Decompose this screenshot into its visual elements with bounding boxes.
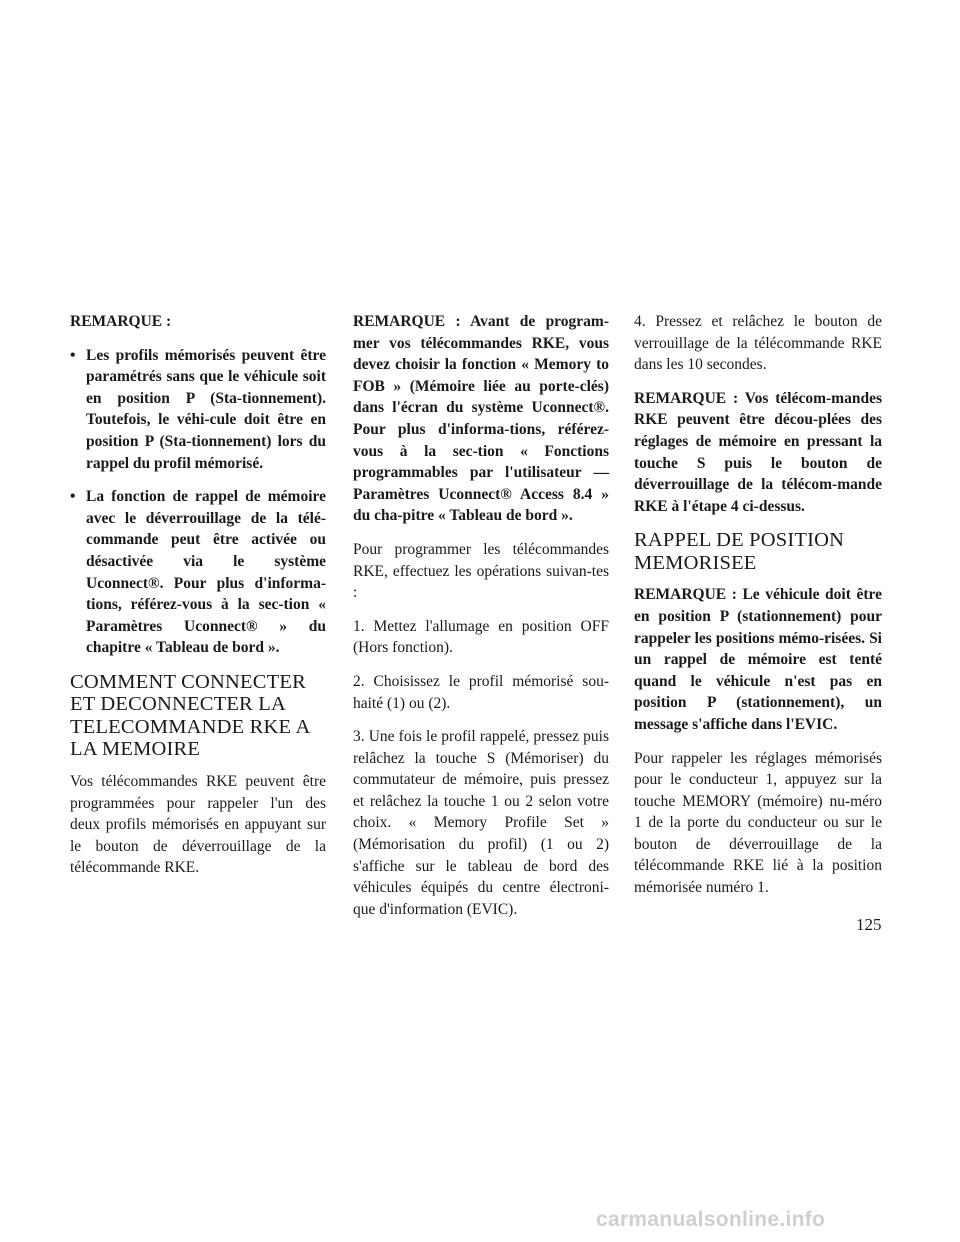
column-middle	[353, 311, 609, 932]
body-paragraph: Vos télécommandes RKE peuvent être programmées pour rappeler l'un des deux profils mémorisés en appuyant sur le bouton de déverrouillage de la télécommande RKE.	[70, 772, 326, 877]
remark-paragraph: REMARQUE : Le véhicule doit être en position P (stationnement) pour rappeler les positions mémo-risées. Si un rappel de mémoire est tenté quand le véhicule n'est pas en position P (stationnement), un message s'affiche dans l'EVIC.	[634, 586, 882, 733]
bullet-text: La fonction de rappel de mémoire avec le déverrouillage de la télé-commande peut être activée ou désactivée via le système Uconnect®. Pour plus d'informa-tions, référez-vous à la sec-tion « Paramètres Uconnect® » du chapitre « Tableau de bord ».	[86, 488, 326, 657]
column-left	[70, 311, 326, 891]
intro-paragraph: Pour programmer les télécommandes RKE, effectuez les opérations suivan-tes :	[353, 540, 609, 602]
remark-label: REMARQUE :	[70, 313, 172, 330]
section-heading-connect: COMMENT CONNECTER ET DECONNECTER LA TELECOMMANDE RKE A LA MEMOIRE	[70, 670, 310, 761]
section-heading-recall: RAPPEL DE POSITION MEMORISEE	[634, 529, 845, 574]
column-right	[634, 311, 882, 911]
step-item: 3. Une fois le profil rappelé, pressez puis relâchez la touche S (Mémoriser) du commutateur de mémoire, puis pressez et relâchez la touche 1 ou 2 selon votre choix. « Memory Profile Set » (Mémorisation du profil) (1 ou 2) s'affiche sur le tableau de bord des véhicules équipés du centre électroni-que d'information (EVIC).	[353, 728, 609, 918]
body-paragraph: Pour rappeler les réglages mémorisés pour le conducteur 1, appuyez sur la touche MEMORY (mémoire) nu-méro 1 de la porte du conducteur ou sur le bouton de déverrouillage de la télécommande RKE lié à la position mémorisée numéro 1.	[634, 749, 882, 897]
footer-watermark[interactable]: carmanualsonline.info	[596, 1208, 826, 1231]
step-item: 4. Pressez et relâchez le bouton de verrouillage de la télécommande RKE dans les 10 secondes.	[634, 313, 882, 374]
bullet-dot-icon: •	[70, 488, 76, 506]
bullet-text: Les profils mémorisés peuvent être paramétrés sans que le véhicule soit en position P (Sta-tionnement). Toutefois, le véhi-cule doit être en position P (Sta-tionnement) lors du rappel du profil mémorisé.	[86, 346, 326, 472]
bullet-item	[70, 486, 326, 659]
step-item: 1. Mettez l'allumage en position OFF (Hors fonction).	[353, 617, 609, 657]
remark-paragraph: REMARQUE : Avant de program-mer vos télécommandes RKE, vous devez choisir la fonction « Memory to FOB » (Mémoire liée au porte-clés) dans l'écran du système Uconnect®. Pour plus d'informa-tions, référez-vous à la sec-tion « Fonctions programmables par l'utilisateur — Paramètres Uconnect® Access 8.4 » du cha-pitre « Tableau de bord ».	[353, 313, 609, 525]
step-item: 2. Choisissez le profil mémorisé sou-haité (1) ou (2).	[353, 672, 609, 712]
steps-list	[353, 616, 609, 921]
page-number: 125	[856, 915, 882, 934]
remark-paragraph: REMARQUE : Vos télécom-mandes RKE peuvent être décou-plées des réglages de mémoire en pressant la touche S puis le bouton de déverrouillage de la télécom-mande RKE à l'étape 4 ci-dessus.	[634, 389, 882, 515]
bullet-item	[70, 345, 326, 475]
bullet-dot-icon: •	[70, 346, 76, 364]
remark-bullet-list	[70, 345, 326, 659]
